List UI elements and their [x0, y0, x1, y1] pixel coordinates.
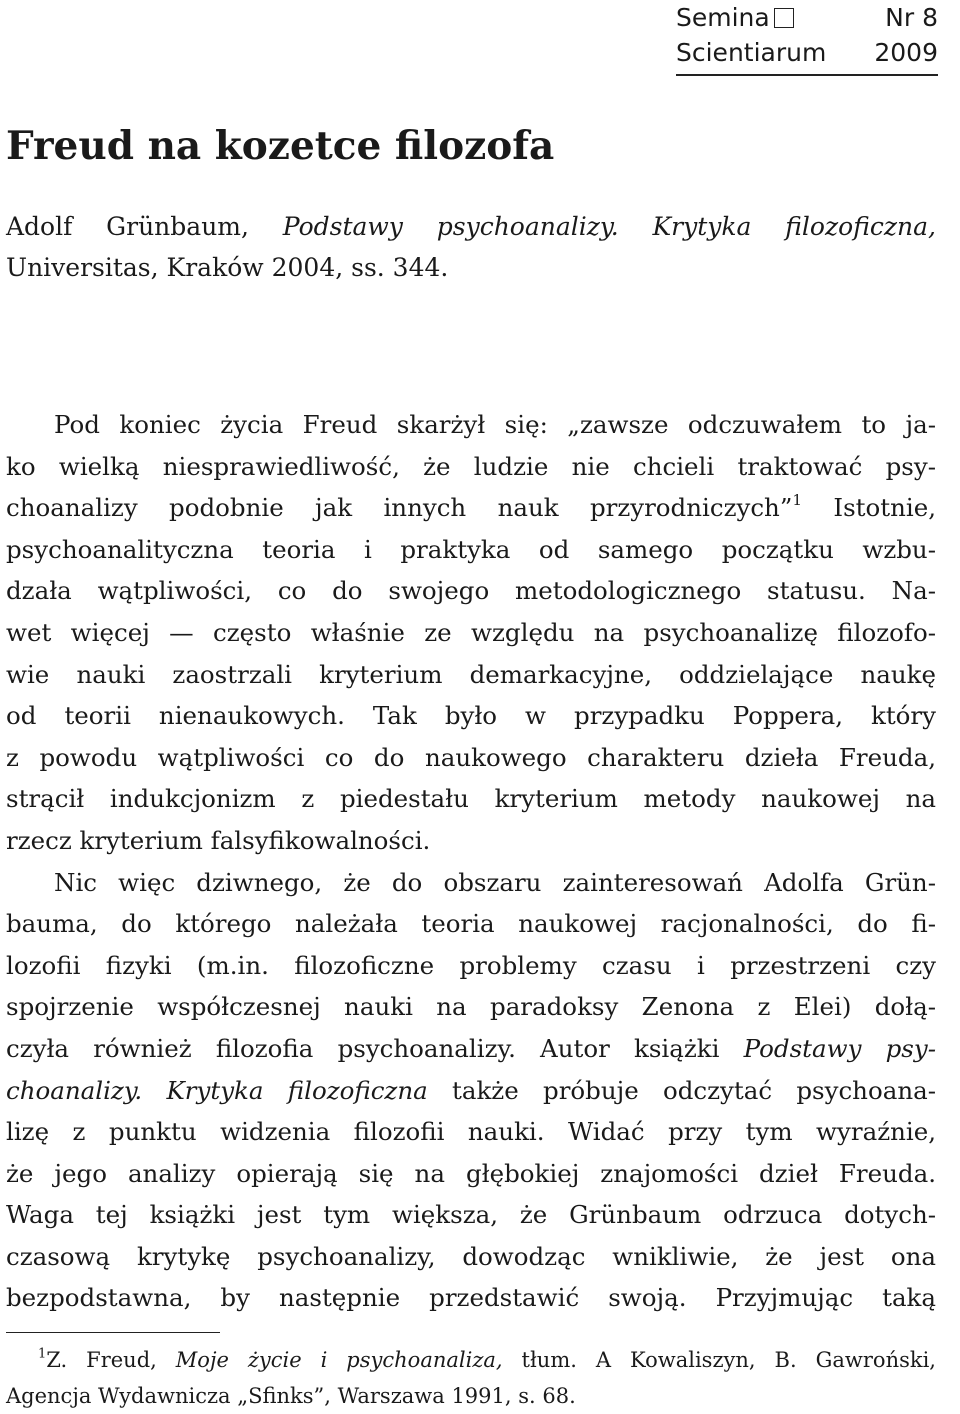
body-line: Nic więc dziwnego, że do obszaru zainteresowań Adolfa Grün- — [54, 867, 936, 897]
body-line: strącił indukcjonizm z piedestału kryterium metody naukowej na — [6, 784, 936, 814]
body-line: lizę z punktu widzenia filozofii nauki. Widać przy tym wyraźnie, — [6, 1117, 936, 1147]
body-line: ko wielką niesprawiedliwość, że ludzie nie chcieli traktować psy- — [6, 451, 936, 481]
body-line: Waga tej książki jest tym większa, że Grünbaum odrzuca dotych- — [6, 1200, 936, 1230]
body-line: choanalizy podobnie jak innych nauk przyrodniczych”$^1$ Istotnie, — [6, 491, 936, 523]
journal-name-line-1: Semina — [676, 3, 770, 32]
body-line: choanalizy. Krytyka filozoficzna także próbuje odczytać psychoana- — [6, 1075, 936, 1105]
article-body — [6, 404, 936, 1319]
square-icon — [774, 8, 794, 28]
footnote-line: Agencja Wydawnicza „Sfinks”, Warszawa 1991, s. 68. — [6, 1384, 576, 1408]
body-line: wie nauki zaostrzali kryterium demarkacyjne, oddzielające naukę — [6, 659, 936, 689]
book-author: Adolf Grünbaum, — [6, 212, 249, 241]
issue-number: Nr 8 — [885, 3, 938, 32]
footnote — [6, 1342, 936, 1414]
footnote-ref[interactable]: 1 — [792, 491, 803, 510]
body-line: rzecz kryterium falsyfikowalności. — [6, 825, 431, 855]
body-line: że jego analizy opierają się na głębokiej znajomości dzieł Freuda. — [6, 1158, 936, 1188]
body-line: bauma, do którego należała teoria naukowej racjonalności, do fi- — [6, 909, 936, 939]
journal-header — [676, 0, 938, 76]
body-line: dzała wątpliwości, co do swojego metodologicznego statusu. Na- — [6, 576, 936, 606]
body-line: z powodu wątpliwości co do naukowego charakteru dzieła Freuda, — [6, 742, 936, 772]
body-line: psychoanalityczna teoria i praktyka od samego początku wzbu- — [6, 534, 936, 564]
body-line: Pod koniec życia Freud skarżył się: „zawsze odczuwałem to ja- — [54, 410, 936, 439]
body-line: wet więcej — często właśnie ze względu na psychoanalizę filozofo- — [6, 617, 936, 647]
body-line: lozofii fizyki (m.in. filozoficzne problemy czasu i przestrzeni czy — [6, 950, 936, 980]
journal-header-row-1 — [676, 0, 938, 35]
body-line: bezpodstawna, by następnie przedstawić swoją. Przyjmując taką — [6, 1283, 936, 1313]
book-reference — [6, 206, 936, 288]
article-title: Freud na kozetce filozofa — [6, 123, 555, 169]
journal-header-row-2 — [676, 35, 938, 70]
issue-year: 2009 — [874, 38, 938, 67]
book-publisher: Universitas, Kraków 2004, ss. 344. — [6, 253, 449, 282]
footnote-title: Moje życie i psychoanaliza, — [175, 1348, 503, 1372]
body-line: od teorii nienaukowych. Tak było w przypadku Poppera, który — [6, 701, 936, 731]
body-line: czyła również filozofia psychoanalizy. Autor książki Podstawy psy- — [6, 1033, 936, 1063]
body-line: spojrzenie współczesnej nauki na paradoksy Zenona z Elei) dołą- — [6, 992, 936, 1022]
body-line: czasową krytykę psychoanalizy, dowodząc wnikliwie, że jest ona — [6, 1241, 936, 1271]
journal-name-line-2: Scientiarum — [676, 38, 827, 67]
footnote-divider — [6, 1332, 220, 1333]
footnote-line: $^1$Z. Freud, Moje życie i psychoanaliza, tłum. A Kowaliszyn, B. Gawroński, — [38, 1346, 936, 1372]
book-title: Podstawy psychoanalizy. Krytyka filozoficzna, — [282, 212, 936, 241]
footnote-number: 1 — [38, 1346, 47, 1362]
